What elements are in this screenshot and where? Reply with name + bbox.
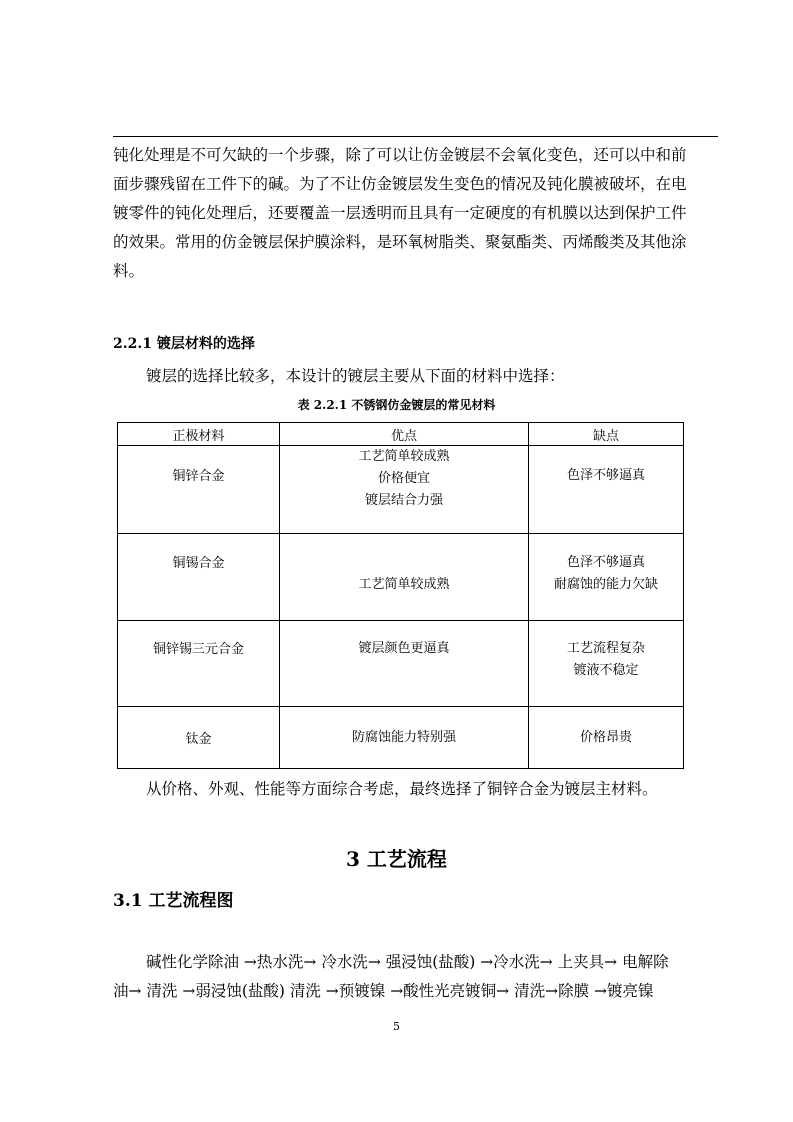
intro-paragraph <box>113 141 718 286</box>
table-caption: 表 2.2.1 不锈钢仿金镀层的常见材料 <box>297 398 496 412</box>
cell-cons: 价格昂贵 <box>529 707 684 769</box>
cell-material: 钛金 <box>118 707 280 769</box>
cell-material: 铜锌合金 <box>118 446 280 534</box>
cell-cons: 色泽不够逼真 <box>529 446 684 534</box>
cell-material: 铜锡合金 <box>118 534 280 621</box>
text-line: 镀零件的钝化处理后，还要覆盖一层透明而且具有一定硬度的有机膜以达到保护工件 <box>113 204 687 222</box>
chapter-heading: 3 工艺流程 <box>346 847 447 871</box>
text-line: 油→ 清洗 →弱浸蚀(盐酸) 清洗 →预镀镍 →酸性光亮镀铜→ 清洗→除膜 →镀亮镍 <box>113 982 654 1000</box>
table-row <box>118 707 684 769</box>
table-row <box>118 446 684 534</box>
conclusion-paragraph: 从价格、外观、性能等方面综合考虑，最终选择了铜锌合金为镀层主材料。 <box>146 780 658 798</box>
header-material: 正极材料 <box>118 423 280 446</box>
cell-pros: 工艺简单较成熟 <box>280 534 529 621</box>
header-pros: 优点 <box>280 423 529 446</box>
section-intro: 镀层的选择比较多，本设计的镀层主要从下面的材料中选择： <box>146 367 565 385</box>
cell-material: 铜锌锡三元合金 <box>118 621 280 707</box>
process-flow-paragraph <box>113 948 718 1006</box>
text-line: 碱性化学除油 →热水洗→ 冷水洗→ 强浸蚀(盐酸) →冷水洗→ 上夹具→ 电解除 <box>146 953 669 971</box>
cell-pros: 工艺简单较成熟 价格便宜 镀层结合力强 <box>280 446 529 534</box>
text-line: 钝化处理是不可欠缺的一个步骤，除了可以让仿金镀层不会氧化变色，还可以中和前 <box>113 146 687 164</box>
cell-pros: 防腐蚀能力特别强 <box>280 707 529 769</box>
header-cons: 缺点 <box>529 423 684 446</box>
text-line: 的效果。常用的仿金镀层保护膜涂料，是环氧树脂类、聚氨酯类、丙烯酸类及其他涂 <box>113 233 687 251</box>
header-rule <box>113 136 718 137</box>
subsection-heading: 3.1 工艺流程图 <box>113 891 234 911</box>
table-row <box>118 621 684 707</box>
table-header-row <box>118 423 684 446</box>
materials-table <box>117 422 684 769</box>
section-heading-2-2-1: 2.2.1 镀层材料的选择 <box>113 336 255 352</box>
page-number: 5 <box>393 1020 400 1033</box>
text-line: 面步骤残留在工件下的碱。为了不让仿金镀层发生变色的情况及钝化膜被破坏，在电 <box>113 175 687 193</box>
table-row <box>118 534 684 621</box>
text-line: 料。 <box>113 262 145 280</box>
cell-cons: 色泽不够逼真 耐腐蚀的能力欠缺 <box>529 534 684 621</box>
cell-pros: 镀层颜色更逼真 <box>280 621 529 707</box>
cell-cons: 工艺流程复杂 镀液不稳定 <box>529 621 684 707</box>
